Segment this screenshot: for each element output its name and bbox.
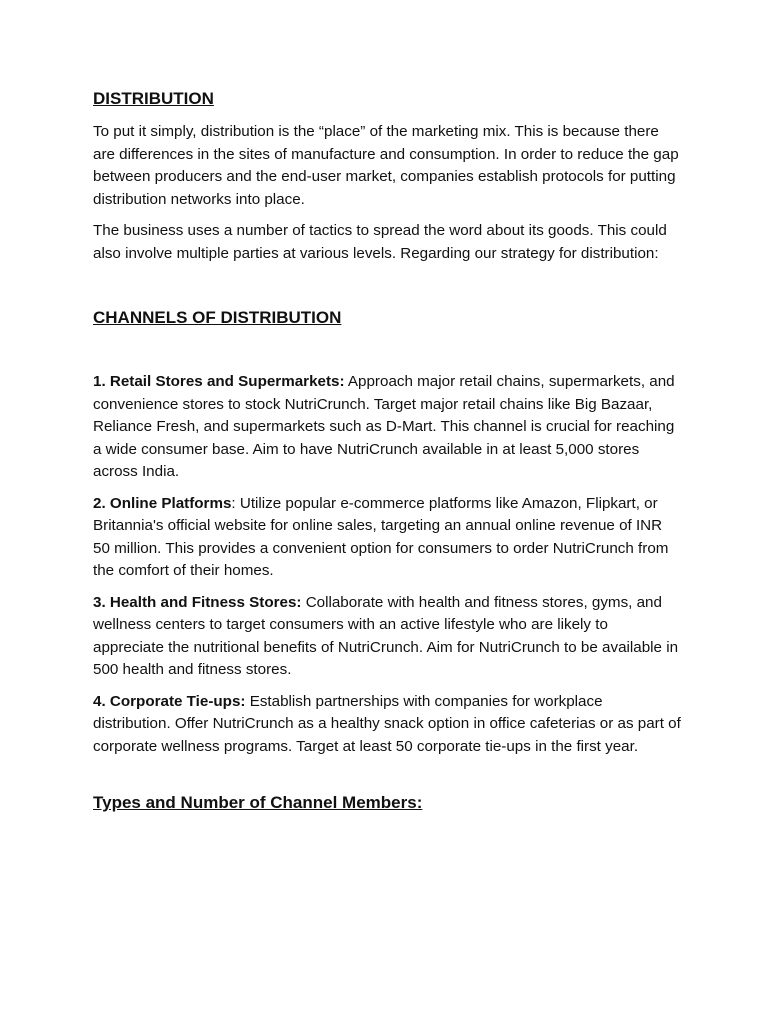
intro-paragraph-2: The business uses a number of tactics to spread the word about its goods. This could also involve multiple parties at various levels. Regarding our strategy for distribution: [93, 222, 667, 262]
channel-item-health-fitness [93, 592, 683, 682]
heading-channel-members: Types and Number of Channel Members: [93, 793, 423, 812]
channel-item-text: : Utilize popular e-commerce platforms like Amazon, Flipkart, or Britannia's official website for online sales, targeting an annual online revenue of INR 50 million. This provides a convenient option for consumers to order NutriCrunch from the comfort of their homes. [93, 494, 669, 579]
channel-item-corporate [93, 691, 683, 759]
channel-item-lead: 3. Health and Fitness Stores: [93, 593, 302, 611]
document-page [93, 88, 683, 814]
channel-item-online [93, 493, 683, 583]
channel-item-text: Collaborate with health and fitness stores, gyms, and wellness centers to target consumers with an active lifestyle who are likely to appreciate the nutritional benefits of NutriCrunch. Aim for NutriCrunch to be available in 500 health and fitness stores. [93, 593, 679, 678]
channel-item-retail [93, 371, 683, 484]
channel-item-lead: 2. Online Platforms [93, 494, 232, 512]
heading-distribution: DISTRIBUTION [93, 89, 214, 108]
channel-item-lead: 4. Corporate Tie-ups: [93, 692, 246, 710]
channel-item-text: Approach major retail chains, supermarkets, and convenience stores to stock NutriCrunch. Target major retail chains like Big Bazaar, Reliance Fresh, and supermarkets such as D-Mart. This channel is crucial for reaching a wide consumer base. Aim to have NutriCrunch available in at least 5,000 stores across India. [93, 373, 675, 480]
channel-item-text: Establish partnerships with companies for workplace distribution. Offer NutriCrunch as a healthy snack option in office cafeterias or as part of corporate wellness programs. Target at least 50 corporate tie-ups in the first year. [93, 692, 681, 755]
heading-channels-of-distribution: CHANNELS OF DISTRIBUTION [93, 308, 342, 327]
channel-item-lead: 1. Retail Stores and Supermarkets: [93, 373, 345, 390]
intro-paragraph-1: To put it simply, distribution is the “place” of the marketing mix. This is because there are differences in the sites of manufacture and consumption. In order to reduce the gap between producers and the end-user market, companies establish protocols for putting distribution networks into place. [93, 123, 679, 208]
